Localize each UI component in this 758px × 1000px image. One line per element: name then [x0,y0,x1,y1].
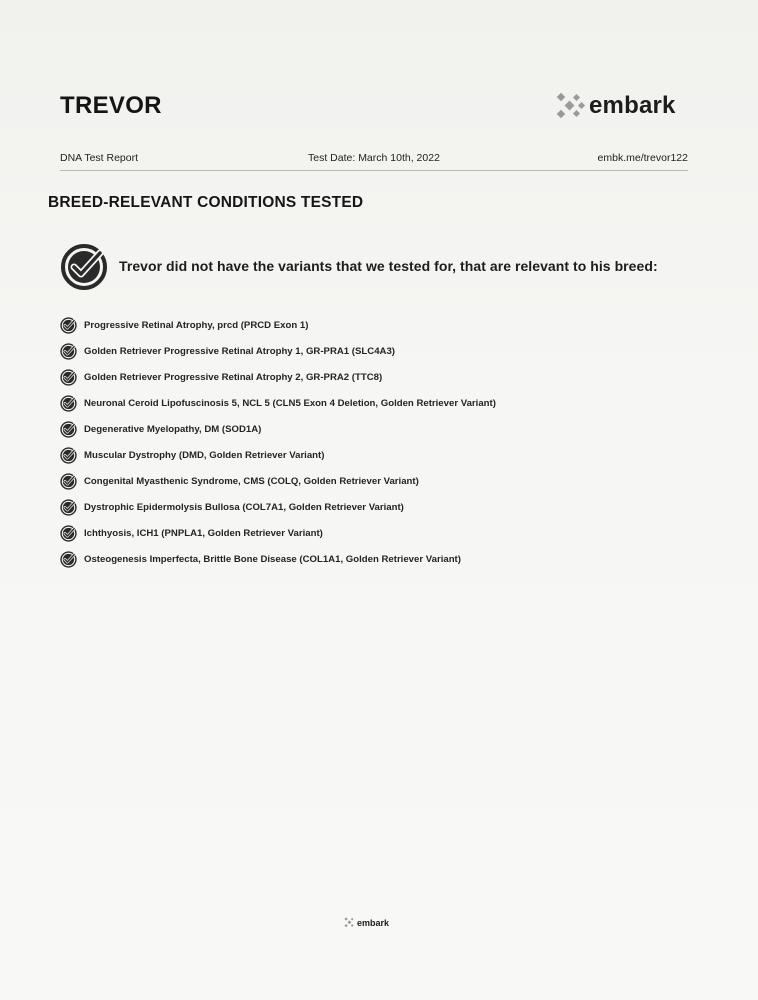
embark-logo [556,92,676,120]
condition-item [60,520,700,546]
check-badge-icon [60,473,77,490]
condition-label: Osteogenesis Imperfecta, Brittle Bone Disease (COL1A1, Golden Retriever Variant) [84,553,461,565]
report-label: DNA Test Report [60,152,139,164]
condition-item [60,338,700,364]
condition-item [60,494,700,520]
check-badge-icon [60,421,77,438]
embark-logo-icon [556,92,586,120]
condition-label: Golden Retriever Progressive Retinal Atrophy 2, GR-PRA2 (TTC8) [84,371,383,383]
condition-item [60,546,700,572]
check-badge-icon [60,395,77,412]
condition-item [60,364,700,390]
dog-name: TREVOR [60,92,162,119]
condition-label: Golden Retriever Progressive Retinal Atrophy 1, GR-PRA1 (SLC4A3) [84,345,395,357]
test-date: Test Date: March 10th, 2022 [308,152,440,164]
check-badge-icon [60,317,77,334]
condition-item [60,468,700,494]
logo-text: embark [589,92,676,119]
section-title: BREED-RELEVANT CONDITIONS TESTED [48,194,364,211]
condition-label: Progressive Retinal Atrophy, prcd (PRCD Exon 1) [84,319,309,331]
condition-label: Degenerative Myelopathy, DM (SOD1A) [84,423,262,435]
check-badge-icon [60,551,77,568]
embark-logo-icon [344,917,356,928]
condition-item [60,442,700,468]
condition-item [60,390,700,416]
condition-label: Ichthyosis, ICH1 (PNPLA1, Golden Retriever Variant) [84,527,323,539]
check-badge-icon [60,447,77,464]
conditions-list [60,312,700,572]
condition-label: Congenital Myasthenic Syndrome, CMS (COLQ, Golden Retriever Variant) [84,475,419,487]
check-badge-icon [60,343,77,360]
condition-label: Dystrophic Epidermolysis Bullosa (COL7A1, Golden Retriever Variant) [84,501,404,513]
report-url: embk.me/trevor122 [597,152,688,164]
header-divider [60,170,688,171]
check-badge-icon [60,499,77,516]
check-badge-icon [60,243,108,291]
condition-label: Neuronal Ceroid Lipofuscinosis 5, NCL 5 (CLN5 Exon 4 Deletion, Golden Retriever Variant) [84,397,496,409]
condition-item [60,312,700,338]
condition-label: Muscular Dystrophy (DMD, Golden Retriever Variant) [84,449,325,461]
check-badge-icon [60,525,77,542]
summary-text: Trevor did not have the variants that we tested for, that are relevant to his breed: [119,258,658,274]
check-badge-icon [60,369,77,386]
condition-item [60,416,700,442]
footer-logo-text: embark [357,917,390,928]
footer-logo [344,917,389,928]
